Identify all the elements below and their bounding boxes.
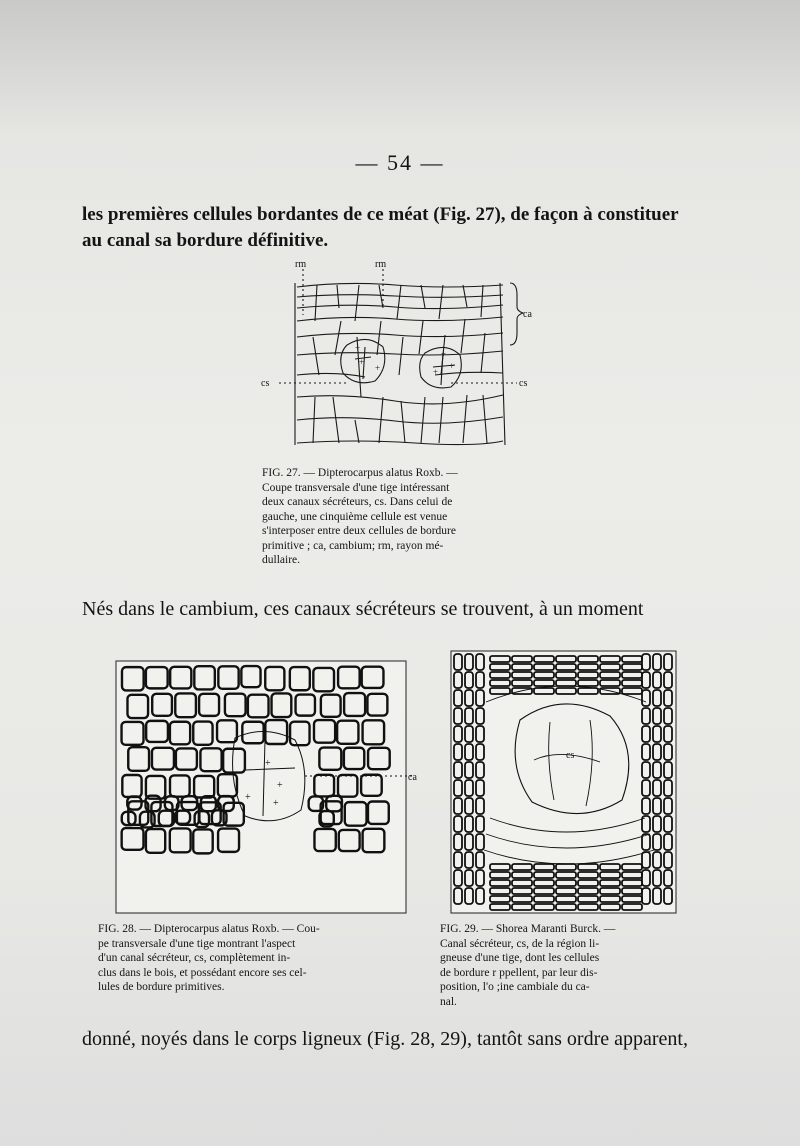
body-text-line-2: au canal sa bordure définitive. [82, 230, 329, 251]
fig27-label-cs-left: cs [261, 378, 270, 389]
caption-line: pe transversale d'une tige montrant l'aspect [98, 937, 296, 950]
figure-28 [115, 660, 425, 915]
caption-line: nal. [440, 995, 457, 1008]
figure-28-caption [98, 922, 408, 995]
caption-line: clus dans le bois, et possédant encore ses cel- [98, 966, 307, 979]
caption-line: Canal sécréteur, cs, de la région li- [440, 937, 600, 950]
caption-line: de bordure r ppellent, par leur dis- [440, 966, 598, 979]
svg-text:+: + [441, 349, 447, 359]
caption-line: d'un canal sécréteur, cs, complètement in- [98, 952, 291, 964]
caption-line: position, l'o ;ine cambiale du ca- [440, 981, 590, 993]
svg-text:+: + [375, 363, 381, 373]
figure-27-caption [262, 466, 542, 568]
caption-line: FIG. 29. — Shorea Maranti Burck. — [440, 923, 616, 935]
caption-line: gneuse d'une tige, dont les cellules [440, 952, 600, 964]
caption-line: Coupe transversale d'une tige intéressant [262, 481, 450, 494]
svg-text:+: + [355, 343, 361, 353]
page-number: — 54 — [355, 150, 445, 175]
svg-text:+: + [277, 780, 283, 791]
svg-text:+: + [359, 357, 365, 367]
caption-line: deux canaux sécréteurs, cs. Dans celui de [262, 496, 453, 508]
figure-29-drawing [450, 650, 680, 915]
svg-text:+: + [245, 792, 251, 803]
fig27-label-rm-1: rm [295, 259, 307, 270]
fig27-label-cs-right: cs [519, 378, 528, 389]
svg-text:+: + [265, 758, 271, 769]
caption-line: gauche, une cinquième cellule est venue [262, 510, 448, 523]
fig27-label-ca: ca [523, 309, 532, 320]
svg-text:+: + [449, 361, 455, 371]
figure-27-drawing [255, 255, 545, 460]
figure-27 [255, 255, 545, 460]
body-text-line-3: Nés dans le cambium, ces canaux sécréteurs se trouvent, à un moment [82, 598, 644, 620]
body-text-line-1: les premières cellules bordantes de ce méat (Fig. 27), de façon à constituer [82, 204, 679, 225]
caption-line: FIG. 27. — Dipterocarpus alatus Roxb. — [262, 467, 458, 479]
figure-29 [450, 650, 680, 915]
svg-text:+: + [273, 798, 279, 809]
caption-line: primitive ; ca, cambium; rm, rayon mé- [262, 539, 444, 552]
caption-line: FIG. 28. — Dipterocarpus alatus Roxb. — Cou- [98, 923, 320, 935]
caption-line: dullaire. [262, 554, 300, 566]
svg-text:+: + [433, 367, 439, 377]
caption-line: s'interposer entre deux cellules de bordure [262, 525, 456, 537]
fig28-label-ca: ca [408, 772, 417, 783]
body-text-line-4: donné, noyés dans le corps ligneux (Fig. 28, 29), tantôt sans ordre apparent, [82, 1028, 688, 1050]
fig27-label-rm-2: rm [375, 259, 387, 270]
figure-29-caption [440, 922, 685, 1009]
figure-28-drawing [115, 660, 425, 915]
caption-line: lules de bordure primitives. [98, 981, 225, 993]
fig29-label-cs: cs [566, 750, 575, 761]
